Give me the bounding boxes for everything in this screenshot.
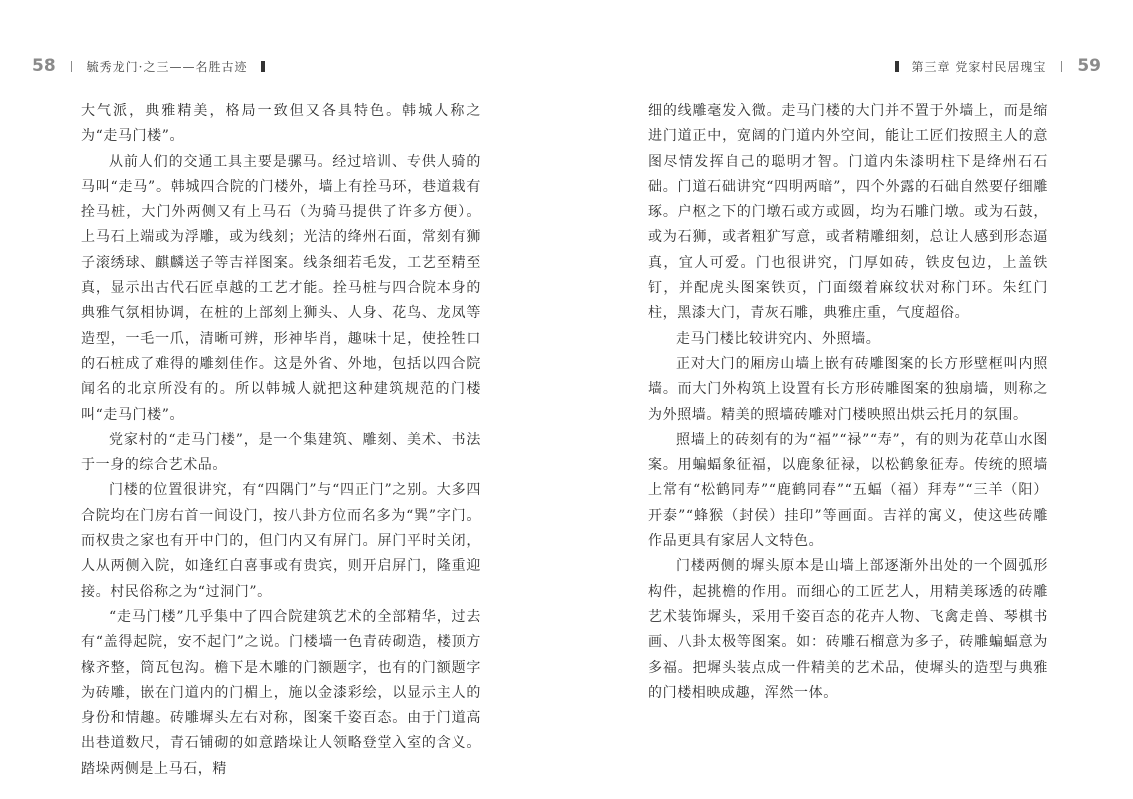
header-marker-icon [895,61,899,72]
paragraph: “走马门楼”几乎集中了四合院建筑艺术的全部精华，过去有“盖得起院，安不起门”之说。门楼墙一色青砖砌造，楼顶方椽齐整，筒瓦包沟。檐下是木雕的门额题字，也有的门额题字为砖雕，嵌在门道内的门楣上，施以金漆彩绘，以显示主人的身份和情趣。砖雕墀头左右对称，图案千姿百态。由于门道高出巷道数尺，青石铺砌的如意踏垛让人领略登堂入室的含义。踏垛两侧是上马石，精 [81,608,481,777]
header-marker-icon [261,61,265,72]
paragraph: 正对大门的厢房山墙上嵌有砖雕图案的长方形壁框叫内照墙。而大门外构筑上设置有长方形砖雕图案的独扇墙，则称之为外照墙。精美的照墙砖雕对门楼映照出烘云托月的氛围。 [648,355,1048,423]
paragraph: 大气派，典雅精美，格局一致但又各具特色。韩城人称之为“走马门楼”。 [81,103,481,145]
right-page [566,0,1133,799]
paragraph: 照墙上的砖刻有的为“福”“禄”“寿”，有的则为花草山水图案。用蝙蝠象征福，以鹿象征禄，以松鹤象征寿。传统的照墙上常有“松鹤同寿”“鹿鹤同春”“五蝠（福）拜寿”“三羊（阳）开泰”“蜂猴（封侯）挂印”等画面。吉祥的寓义，使这些砖雕作品更具有家居人文特色。 [648,431,1048,550]
paragraph: 细的线雕毫发入微。走马门楼的大门并不置于外墙上，而是缩进门道正中，宽阔的门道内外空间，能让工匠们按照主人的意图尽情发挥自己的聪明才智。门道内朱漆明柱下是绛州石石础。门道石础讲究“四明两暗”，四个外露的石础自然要仔细雕琢。户枢之下的门墩石或方或圆，均为石雕门墩。或为石鼓，或为石狮，或者粗犷写意，或者精雕细刻，总让人感到形态逼真，宜人可爱。门也很讲究，门厚如砖，铁皮包边，上盖铁钉，并配虎头图案铁页，门面缀着麻纹状对称门环。朱红门柱，黑漆大门，青灰石雕，典雅庄重，气度超俗。 [648,103,1048,322]
paragraph: 党家村的“走马门楼”，是一个集建筑、雕刻、美术、书法于一身的综合艺术品。 [81,431,481,474]
running-title: 毓秀龙门·之三——名胜古迹 [86,59,248,74]
right-page-body [648,99,1048,706]
left-page [0,0,566,799]
running-title: 第三章 党家村民居瑰宝 [911,59,1047,74]
paragraph: 从前人们的交通工具主要是骡马。经过培训、专供人骑的马叫“走马”。韩城四合院的门楼外，墙上有拴马环，巷道栽有拴马桩，大门外两侧又有上马石（为骑马提供了许多方便）。上马石上端或为浮雕，或为线刻；光洁的绛州石面，常刻有狮子滚绣球、麒麟送子等吉祥图案。线条细若毛发，工艺至精至真，显示出古代石匠卓越的工艺才能。拴马桩与四合院本身的典雅气氛相协调，在桩的上部刻上狮头、人身、花鸟、龙凤等造型，一毛一爪，清晰可辨，形神毕肖，趣味十足，使拴牲口的石桩成了难得的雕刻佳作。这是外省、外地，包括以四合院闻名的北京所没有的。所以韩城人就把这种建筑规范的门楼叫“走马门楼”。 [81,153,481,423]
right-page-header [895,54,1102,78]
paragraph: 走马门楼比较讲究内、外照墙。 [676,330,881,347]
paragraph: 门楼的位置很讲究，有“四隅门”与“四正门”之别。大多四合院均在门房右首一间设门，按八卦方位而名多为“巽”字门。而权贵之家也有开中门的，但门内又有屏门。屏门平时关闭，人从两侧入院，如逢红白喜事或有贵宾，则开启屏门，隆重迎接。村民俗称之为“过洞门”。 [81,482,481,600]
left-page-header [32,54,265,78]
header-divider [1061,61,1062,72]
left-page-body [81,99,481,782]
page-number: 58 [32,56,56,76]
page-number: 59 [1077,56,1101,76]
header-divider [71,61,72,72]
paragraph: 门楼两侧的墀头原本是山墙上部逐渐外出处的一个圆弧形构件，起挑檐的作用。而细心的工匠艺人，用精美琢透的砖雕艺术装饰墀头，采用千姿百态的花卉人物、飞禽走兽、琴棋书画、八卦太极等图案。如：砖雕石榴意为多子，砖雕蝙蝠意为多福。把墀头装点成一件精美的艺术品，使墀头的造型与典雅的门楼相映成趣，浑然一体。 [648,558,1048,701]
